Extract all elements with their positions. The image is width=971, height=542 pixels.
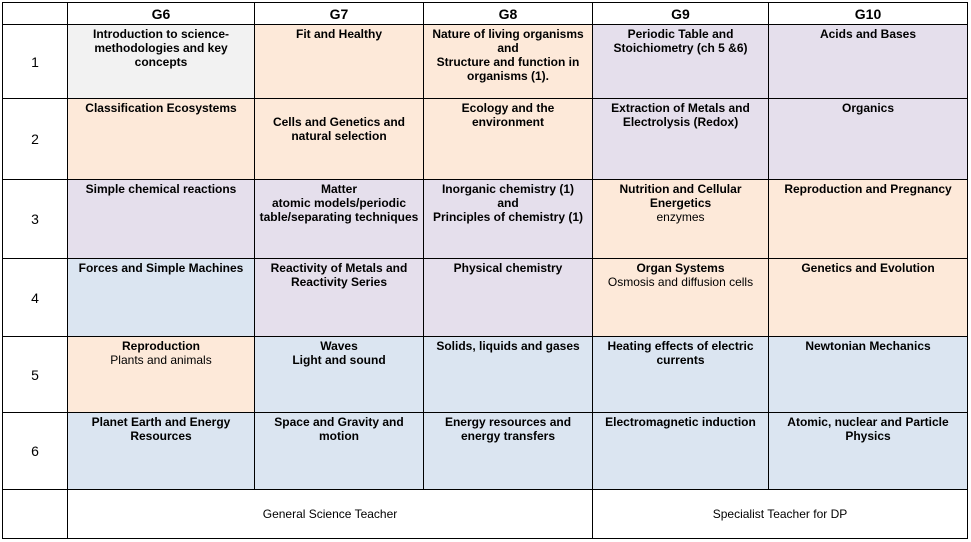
general-teacher-label: General Science Teacher (68, 489, 593, 538)
topic-title: Solids, liquids and gases (436, 339, 580, 354)
topic-connector: and (497, 41, 519, 55)
table-row (3, 179, 968, 258)
topic-title: Reproduction and Pregnancy (784, 181, 952, 196)
topic-title: Acids and Bases (819, 27, 917, 41)
header-row (3, 3, 968, 25)
header-g6: G6 (68, 3, 255, 25)
teacher-row (3, 489, 968, 538)
table-row (3, 258, 968, 336)
footer-corner (3, 489, 68, 538)
topic-title: Organics (841, 101, 895, 116)
topic-cell (255, 99, 424, 179)
topic-title: Atomic, nuclear and Particle Physics (787, 415, 949, 444)
specialist-teacher-label: Specialist Teacher for DP (593, 489, 968, 538)
topic-title: Matter (320, 181, 357, 196)
topic-subtitle: atomic models/periodic table/separating techniques (259, 195, 419, 224)
table-row (3, 413, 968, 489)
header-g8: G8 (424, 3, 593, 25)
topic-title: Nutrition and Cellular Energetics (619, 181, 742, 210)
topic-title: Waves (320, 339, 358, 354)
topic-title: Nature of living organisms (432, 27, 584, 41)
topic-cell (68, 179, 255, 258)
row-number: 3 (3, 179, 68, 258)
topic-title: Simple chemical reactions (85, 181, 237, 196)
topic-title: Introduction to science-methodologies and key concepts (92, 27, 229, 69)
topic-title: Physical chemistry (453, 260, 563, 275)
topic-subtitle: enzymes (656, 209, 705, 224)
topic-cell (593, 179, 769, 258)
topic-cell (593, 337, 769, 413)
topic-cell (769, 99, 968, 179)
topic-cell (424, 413, 593, 489)
table-row (3, 25, 968, 99)
topic-cell (593, 99, 769, 179)
topic-cell (68, 99, 255, 179)
topic-title: Electromagnetic induction (605, 415, 756, 430)
topic-cell (255, 258, 424, 336)
topic-title: Forces and Simple Machines (78, 260, 244, 275)
topic-cell (68, 25, 255, 99)
topic-cell (593, 258, 769, 336)
row-number: 4 (3, 258, 68, 336)
topic-title: Reproduction (122, 339, 200, 354)
topic-title: Extraction of Metals and Electrolysis (Redox) (611, 101, 750, 130)
header-g9: G9 (593, 3, 769, 25)
table-row (3, 99, 968, 179)
topic-cell (255, 337, 424, 413)
topic-subtitle: Plants and animals (110, 353, 212, 368)
topic-title: Reactivity of Metals and Reactivity Series (270, 260, 408, 289)
topic-title: Inorganic chemistry (1) (441, 181, 575, 196)
row-number: 1 (3, 25, 68, 99)
topic-cell (424, 179, 593, 258)
topic-connector: and (497, 195, 519, 210)
topic-cell (424, 258, 593, 336)
topic-title: Ecology and the environment (461, 101, 555, 130)
topic-cell (424, 25, 593, 99)
topic-title: Structure and function in organisms (1). (436, 55, 580, 83)
topic-title: Organ Systems (636, 260, 725, 275)
topic-cell (68, 337, 255, 413)
topic-title: Cells and Genetics and natural selection (272, 115, 406, 144)
topic-cell (769, 337, 968, 413)
topic-title: Energy resources and energy transfers (444, 415, 572, 444)
topic-cell (255, 25, 424, 99)
topic-title: Heating effects of electric currents (607, 339, 754, 368)
topic-cell (68, 258, 255, 336)
topic-cell (255, 413, 424, 489)
topic-title: Newtonian Mechanics (805, 339, 931, 354)
topic-title: Principles of chemistry (1) (432, 209, 584, 224)
row-number: 6 (3, 413, 68, 489)
corner-cell (3, 3, 68, 25)
row-number: 5 (3, 337, 68, 413)
topic-cell (769, 413, 968, 489)
topic-cell (593, 25, 769, 99)
topic-cell (68, 413, 255, 489)
curriculum-table (2, 2, 968, 539)
topic-cell (769, 258, 968, 336)
topic-title: Classification Ecosystems (85, 101, 237, 116)
topic-title: Periodic Table and Stoichiometry (ch 5 &6) (613, 27, 748, 55)
row-number: 2 (3, 99, 68, 179)
topic-subtitle: Osmosis and diffusion cells (607, 274, 754, 289)
topic-cell (255, 179, 424, 258)
topic-subtitle: Light and sound (292, 353, 386, 368)
topic-title: Fit and Healthy (295, 27, 382, 41)
header-g7: G7 (255, 3, 424, 25)
topic-cell (769, 25, 968, 99)
topic-cell (424, 99, 593, 179)
topic-title: Space and Gravity and motion (274, 415, 404, 444)
topic-cell (424, 337, 593, 413)
table-row (3, 337, 968, 413)
header-g10: G10 (769, 3, 968, 25)
topic-cell (769, 179, 968, 258)
topic-title: Planet Earth and Energy Resources (91, 415, 231, 444)
topic-cell (593, 413, 769, 489)
topic-title: Genetics and Evolution (801, 260, 935, 275)
